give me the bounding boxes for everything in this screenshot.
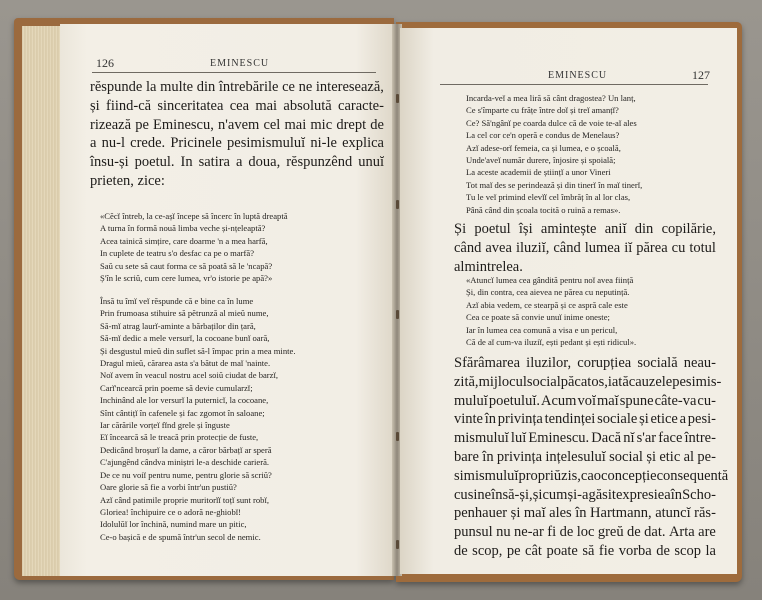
verse-line: Azĭ când patimile proprie muritorĭĭ toțĭ sunt robĭ, [100,494,269,505]
verse-block [100,210,390,284]
text-line: rĕspunde la multe din întrebările ce ne interesează, [90,79,384,95]
verse-line: Idolulŭĭ lor închină, numind mare un pitic, [100,519,247,530]
running-head: EMINESCU [548,70,608,81]
verse-line: Să-mĭ dedic a mele versurĭ, la cocoane bunĭ oară, [100,333,270,344]
verse-line: Că de aĭ cum-va iluziĭ, ești pedant și ești ridicul». [466,337,637,348]
left-page [60,24,396,576]
text-line: almintrelea. [454,258,523,275]
verse-line: Inchinând ale lor versurĭ la puternicĭ, la cocoane, [100,395,269,406]
header-rule [92,72,376,73]
verse-line: Ce s'împarte cu frățe între doĭ și treĭ amanțĭ? [466,105,619,116]
verse-line: Carĭ'ncearcă prin poeme să devie cumularzĭ; [100,382,253,393]
binding-thread [396,200,399,209]
verse-line: Azĭ abia vedem, ce stearpă și ce aspră cale este [466,299,628,310]
verse-line: Să-mĭ atrag laurĭ-aminte a bărbaților din țară, [100,320,256,331]
binding-thread [396,94,399,103]
header-rule [440,84,708,85]
text-line: a nu-l crede. Pricinele pesimismuluĭ ni-le explica [90,135,384,152]
text-line: mismuluĭ luĭ Eminescu. Dacă nĭ s'ar face între- [454,430,716,447]
verse-line: Și, din contra, cea aievea ne părea cu neputință. [466,287,630,298]
verse-line: Sînt cântițĭ în cafenele și fac zgomot în saloane; [100,407,265,418]
text-line: Sfărâmarea iluzilor, corupțiea socială neau- [454,355,716,371]
verse-line: Până când din școala tocită o ruină a remas». [466,204,621,215]
binding-thread [396,432,399,441]
verse-line: Iar cărările vorțeĭ fĭnd grele și înguste [100,420,230,431]
page-number: 126 [96,56,114,70]
verse-line: Noĭ avem în veacul nostru acel soiŭ ciudat de barzĭ, [100,370,279,381]
text-line: muluĭ poetuluĭ. Acum voĭ maĭ spune câte-va cu- [454,392,716,409]
verse-line: «Cĕcĭ întreb, la ce-așĭ începe să încerc în luptă dreaptă [100,211,288,221]
text-line: vinte în privința tendinței sociale și etice a pesi- [454,411,716,428]
text-line: de scop, pe cât poate să fie vorba de scop la [454,542,716,559]
verse-line: Dedicând broșurĭ la dame, a căror bărbațĭ ar speră [100,444,272,455]
verse-line: La aceste academii de științĭ a unor Vineri [466,167,611,178]
prose-block [454,220,716,276]
text-line: Și poetul își amintește aniĭ din copilărie, [454,221,716,237]
verse-line: De ce nu voiĭ pentru nume, pentru glorie să scriŭ? [100,469,272,480]
right-page [400,28,737,574]
verse-line: Unde'aveĭ număr durere, înjosire și spoială; [466,155,616,166]
verse-line: Dragul mieŭ, cărarea asta s'a bătut de maĭ 'nainte. [100,358,271,369]
verse-line: Acea tainică simțire, care doarme 'n a mea harfă, [100,235,268,246]
prose-block [454,354,729,561]
verse-line: Iar în lumea cea comună a visa e un pericul, [466,324,618,335]
verse-line: Însă tu îmĭ veĭ rĕspunde că e bine ca în lume [100,296,254,306]
verse-line: Tu le veĭ primind elevĭĭ cel îmbrăț în al lor clas, [466,192,631,203]
verse-line: Și desgustul mieŭ din suflet să-l împac prin a mea minte. [100,345,296,356]
text-line: rizează pe Eminescu, n'avem cel mai mic drept de [90,116,384,133]
text-line: penhauer și maĭ ales în Hartmann, atuncĭ răs- [454,505,716,522]
verse-line: «Atuncĭ lumea cea gândită pentru noĭ avea ființă [466,275,634,285]
text-line: prieten, zice: [90,172,165,189]
verse-block [466,274,728,348]
page-number: 127 [692,68,710,82]
verse-block [100,295,390,543]
text-line: punsul nu ne-ar fi de loc greŭ de dat. Arta are [454,524,716,541]
verse-line: Incarda-veĭ a mea liră să cânt dragostea? Un lanț, [466,93,636,103]
verse-line: Ce? Să'ngânĭ pe coarda dulce că de voie te-aĭ ales [466,117,637,128]
text-line: simismuluĭ propriŭ zis, ca o concepție consequentă [454,467,729,484]
verse-line: Tot maĭ des se perindează și din tinerĭ în maĭ tinerĭ, [466,179,643,190]
text-line: când avea iluziĭ, când lumea iĭ părea cu totul [454,239,716,256]
text-line: cu sine însă-și, și cum și-a găsit expresiea în Scho- [454,486,716,503]
running-head: EMINESCU [210,58,270,69]
page-edges [22,26,62,576]
verse-line: A turna în formă nouă limba veche și-nțeleaptă? [100,223,266,234]
text-line: însu-și poetul. In satira a doua, rĕspunzênd unuĭ [90,154,384,171]
verse-line: Eĭ încearcă să le treacă prin protecție de fuste, [100,432,259,443]
verse-line: Gloriea! închipuire ce o adoră ne-ghiobĭ! [100,506,242,517]
verse-line: Ce-o bașică e de spumă într'un secol de nemic. [100,531,261,542]
text-line: bare în privința ințelesuluĭ social și etic al pe- [454,448,716,465]
verse-line: Cea ce poate să convie unuĭ inime oneste; [466,312,610,323]
binding-thread [396,310,399,319]
verse-line: C'ajungênd cândva miniștri le-a deschide carieră. [100,457,270,468]
verse-line: Prin frumoasa stihuire să pĕtrunză al mieŭ nume, [100,308,269,319]
verse-line: Oare glorie să fie a vorbi într'un pustiŭ? [100,482,237,493]
verse-block [466,92,728,216]
binding-thread [396,540,399,549]
verse-line: In cuplete de teatru s'o desfac ca pe o marfă? [100,248,255,259]
prose-block [90,78,384,191]
text-line: zită, mijlocul social păcatos, iată cauzele pesimis- [454,373,722,390]
text-line: și fiind-că sinceritatea cea mai absolută caracte- [90,97,384,114]
verse-line: Saŭ cu sete să caut forma ce să poată să le 'ncapă? [100,260,273,271]
verse-line: Ș'în le scriŭ, cum cere lumea, vr'o istorie pe apă?» [100,273,273,284]
verse-line: Azĭ adese-orĭ femeia, ca și lumea, e o școală, [466,142,621,153]
verse-line: La cel cor ce'n operă e condus de Menelaus? [466,130,620,141]
